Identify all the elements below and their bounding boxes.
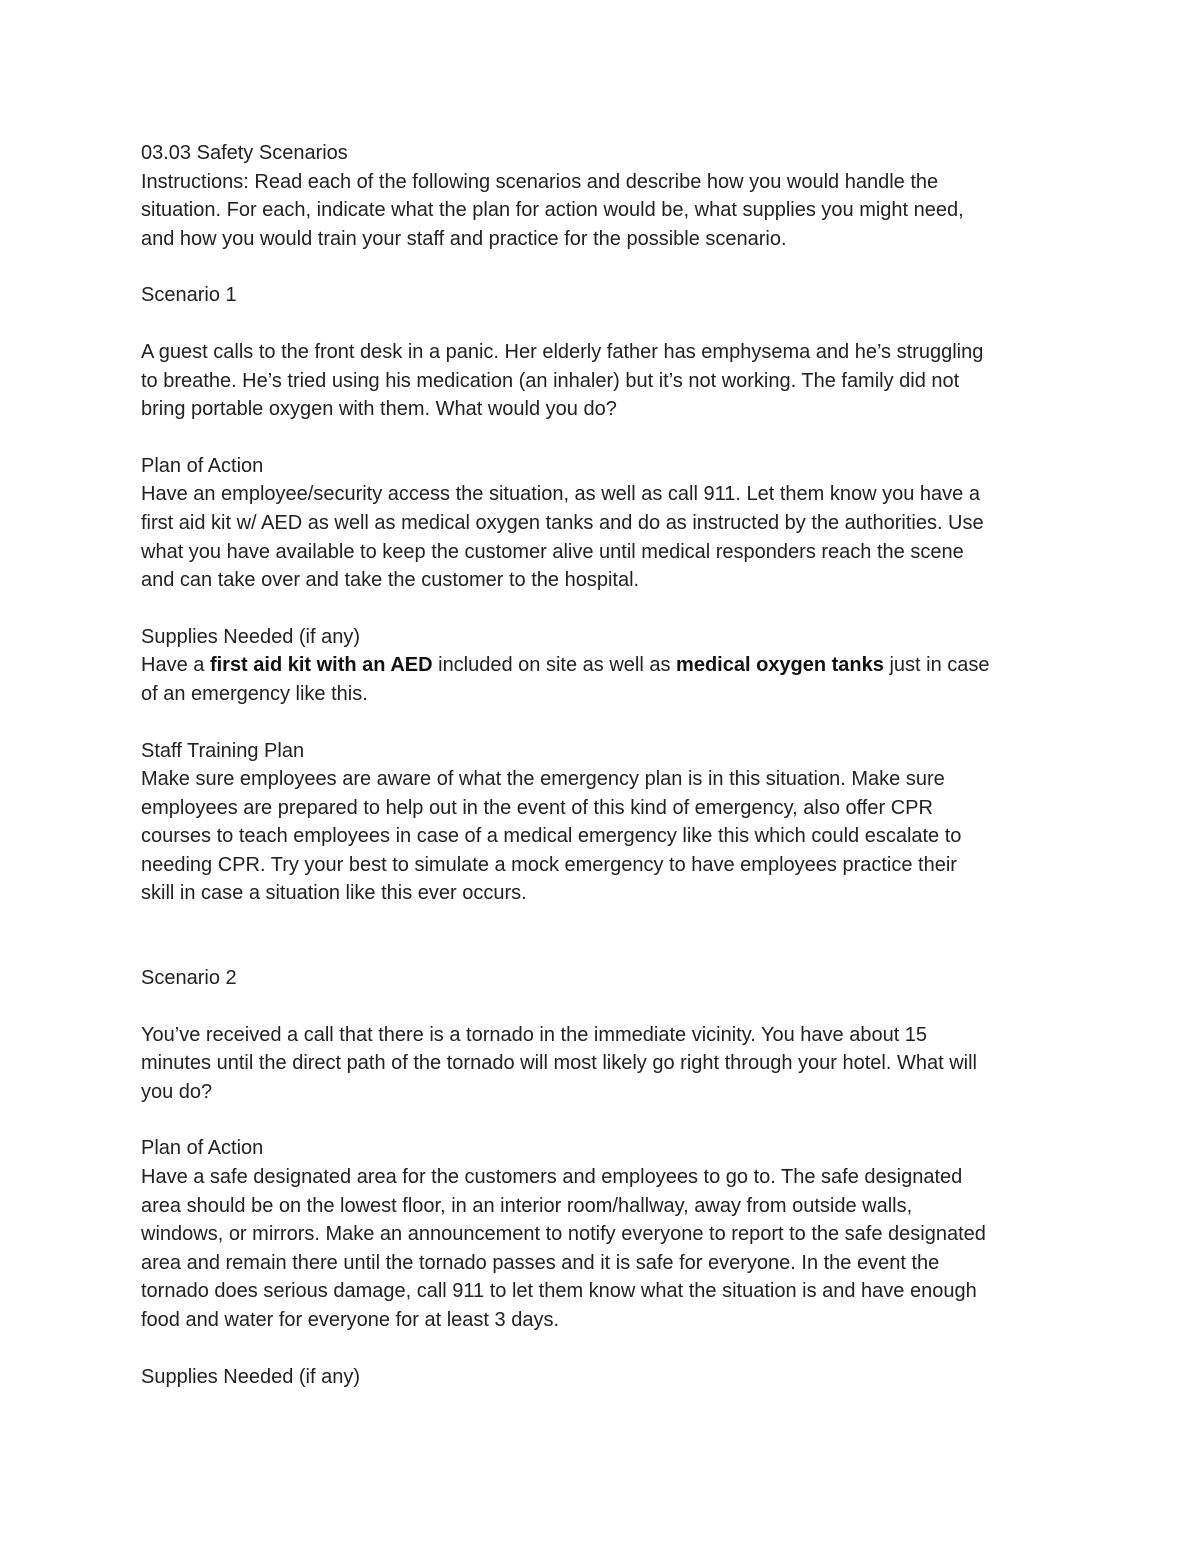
scenario1-training-heading: Staff Training Plan [141, 739, 305, 762]
scenario1-supplies-heading: Supplies Needed (if any) [141, 625, 361, 648]
scenario2-plan-line: windows, or mirrors. Make an announcement to notify everyone to report to the safe designated [141, 1223, 986, 1246]
scenario1-plan-line: what you have available to keep the customer alive until medical responders reach the scene [141, 540, 964, 563]
scenario1-plan-line: and can take over and take the customer to the hospital. [141, 569, 640, 592]
supplies-text: just in case [883, 654, 990, 677]
scenario2-supplies-heading: Supplies Needed (if any) [141, 1365, 361, 1388]
scenario1-training-line: Make sure employees are aware of what the emergency plan is in this situation. Make sure [141, 768, 945, 791]
scenario1-prompt-line: bring portable oxygen with them. What would you do? [141, 398, 617, 421]
scenario1-plan-heading: Plan of Action [141, 454, 264, 477]
instructions-line: situation. For each, indicate what the plan for action would be, what supplies you might need, [141, 199, 964, 222]
scenario1-training-line: courses to teach employees in case of a medical emergency like this which could escalate to [141, 825, 962, 848]
scenario1-plan-line: Have an employee/security access the situation, as well as call 911. Let them know you have a [141, 483, 980, 506]
supplies-bold-oxygen-tanks: medical oxygen tanks [676, 654, 884, 677]
scenario2-plan-line: area should be on the lowest floor, in an interior room/hallway, away from outside walls, [141, 1194, 913, 1217]
scenario1-heading: Scenario 1 [141, 284, 237, 307]
scenario2-plan-line: tornado does serious damage, call 911 to let them know what the situation is and have enough [141, 1280, 977, 1303]
scenario1-training-line: employees are prepared to help out in the event of this kind of emergency, also offer CPR [141, 796, 933, 819]
supplies-text: included on site as well as [432, 654, 677, 677]
scenario2-prompt-line: minutes until the direct path of the tornado will most likely go right through your hotel. What will [141, 1052, 977, 1075]
scenario1-supplies-line: of an emergency like this. [141, 682, 368, 705]
instructions-line: and how you would train your staff and practice for the possible scenario. [141, 227, 787, 250]
document-page [141, 139, 1071, 1391]
instructions-line: Instructions: Read each of the following scenarios and describe how you would handle the [141, 170, 939, 193]
scenario1-training-line: skill in case a situation like this ever occurs. [141, 882, 527, 905]
scenario1-training-line: needing CPR. Try your best to simulate a mock emergency to have employees practice their [141, 853, 957, 876]
document-title: 03.03 Safety Scenarios [141, 142, 348, 164]
supplies-bold-first-aid-kit: first aid kit with an AED [209, 654, 433, 677]
scenario1-plan-line: first aid kit w/ AED as well as medical oxygen tanks and do as instructed by the authorities. Use [141, 511, 984, 534]
scenario1-supplies-line [141, 651, 1071, 680]
scenario2-plan-line: area and remain there until the tornado passes and it is safe for everyone. In the event the [141, 1251, 940, 1274]
scenario2-prompt-line: You’ve received a call that there is a tornado in the immediate vicinity. You have about 15 [141, 1023, 928, 1046]
scenario1-prompt-line: to breathe. He’s tried using his medication (an inhaler) but it’s not working. The family did not [141, 369, 960, 392]
scenario2-plan-line: food and water for everyone for at least 3 days. [141, 1309, 560, 1331]
scenario2-heading: Scenario 2 [141, 967, 237, 990]
scenario2-plan-line: Have a safe designated area for the customers and employees to go to. The safe designated [141, 1166, 963, 1189]
scenario1-prompt-line: A guest calls to the front desk in a panic. Her elderly father has emphysema and he’s struggling [141, 340, 984, 363]
supplies-text: Have a [141, 654, 210, 677]
scenario2-plan-heading: Plan of Action [141, 1137, 264, 1160]
scenario2-prompt-line: you do? [141, 1080, 213, 1103]
